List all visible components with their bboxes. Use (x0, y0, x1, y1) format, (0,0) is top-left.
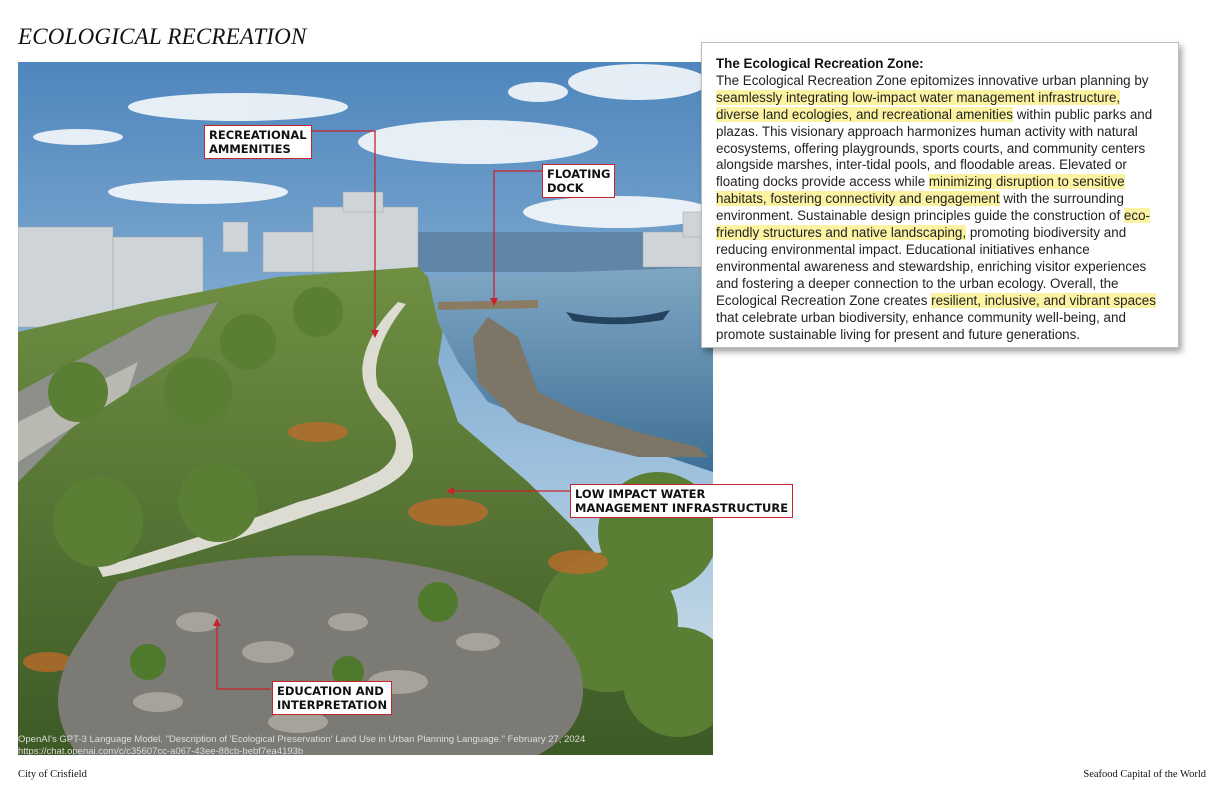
image-citation (18, 734, 585, 757)
highlighted-phrase: seamlessly integrating low-impact water management infrastructure, diverse land ecologies, and recreational amenities (716, 89, 1121, 122)
body-text: with the surrounding environment. Sustainable design principles guide the construction of (716, 191, 1124, 224)
callout-education-interpretation (272, 681, 392, 715)
highlighted-phrase: eco-friendly structures and native landscaping, (716, 208, 1150, 241)
footer-tagline: Seafood Capital of the World (1083, 769, 1206, 780)
footer-city: City of Crisfield (18, 769, 87, 780)
highlighted-phrase: resilient, inclusive, and vibrant spaces (931, 292, 1156, 308)
callout-line-1: RECREATIONAL (209, 128, 307, 142)
description-title: The Ecological Recreation Zone: (716, 56, 924, 71)
callout-line-2: MANAGEMENT INFRASTRUCTURE (575, 501, 789, 515)
body-text: within public parks and plazas. This visionary approach harmonizes human activity with natural ecosystems, offering playgrounds, sports courts, and community centers alongside marshes, inter-tidal pools, and floodable areas. Elevated or floating docks provide access while (716, 106, 1153, 190)
body-text: promoting biodiversity and reducing environmental impact. Educational initiatives enhance environmental awareness and stewardship, enriching visitor experiences and fostering a deeper connection to the urban ecology. Overall, the Ecological Recreation Zone creates (716, 225, 1147, 308)
page-title: ECOLOGICAL RECREATION (18, 24, 307, 49)
callout-line-1: EDUCATION AND (277, 684, 384, 698)
callout-line-2: AMMENITIES (209, 142, 291, 156)
description-body (716, 73, 1164, 344)
callout-low-impact-water (570, 484, 793, 518)
body-text: that celebrate urban biodiversity, enhance community well-being, and promote sustainable living for present and future generations. (716, 309, 1126, 342)
callout-floating-dock (542, 164, 615, 198)
body-text: The Ecological Recreation Zone epitomizes innovative urban planning by (716, 72, 1149, 88)
callout-line-2: DOCK (547, 181, 584, 195)
callout-line-1: LOW IMPACT WATER (575, 487, 706, 501)
citation-link[interactable]: https://chat.openai.com/c/c35607cc-a067-43ee-88cb-bebf7ea4193b (18, 745, 304, 757)
highlighted-phrase: minimizing disruption to sensitive habitats, fostering connectivity and engagement (716, 174, 1125, 207)
callout-line-1: FLOATING (547, 167, 611, 181)
callout-line-2: INTERPRETATION (277, 698, 388, 712)
citation-text: OpenAI's GPT-3 Language Model. "Description of 'Ecological Preservation' Land Use in Urban Planning Language." February 27, 2024 (18, 734, 586, 745)
callout-recreational-amenities (204, 125, 312, 159)
description-panel (701, 42, 1179, 348)
